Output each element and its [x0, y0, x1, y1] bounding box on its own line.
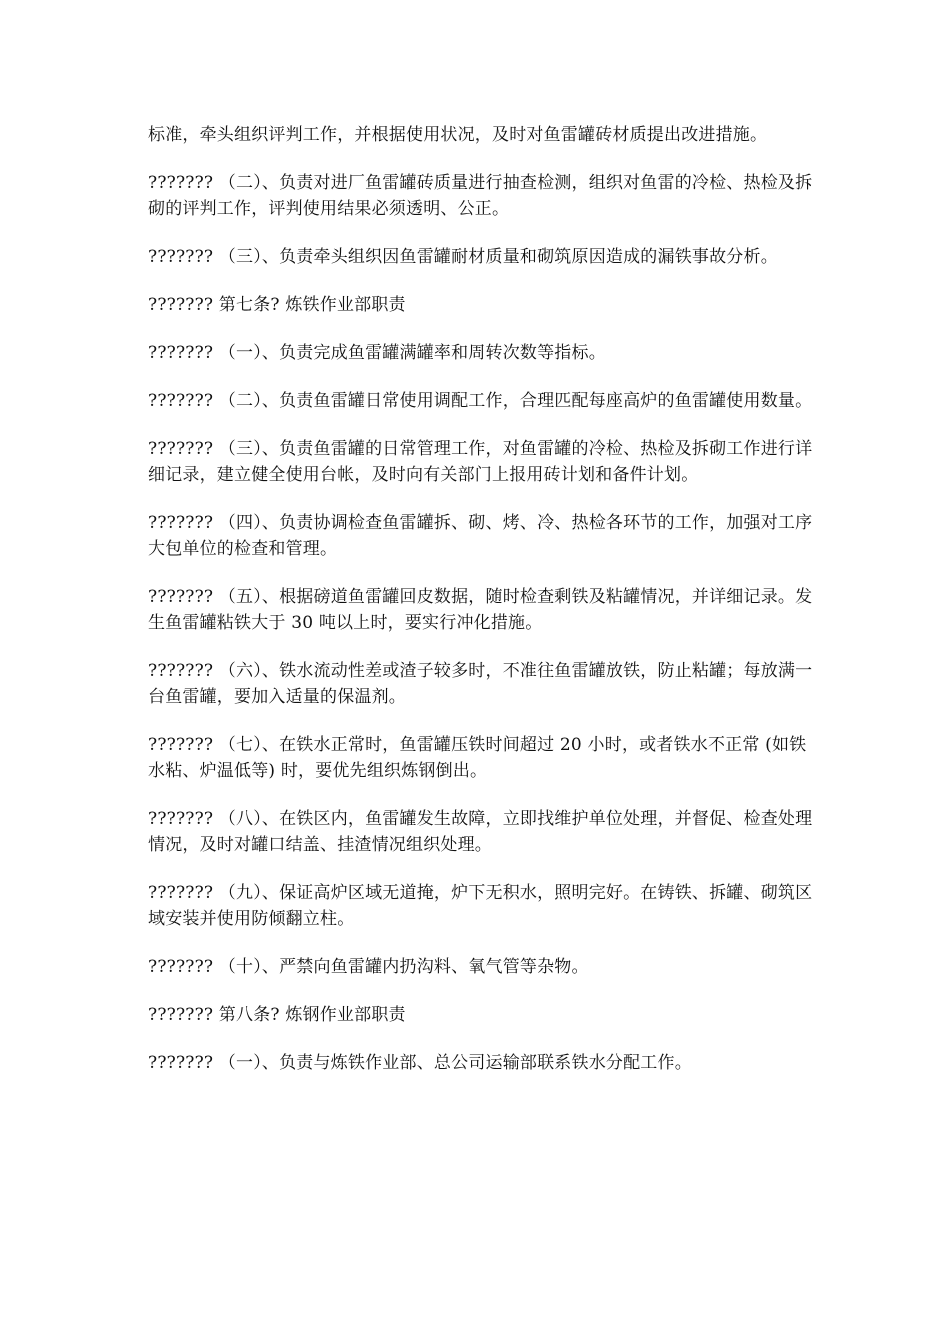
paragraph-article-7-item-1: ??????? （一）、负责完成鱼雷罐满罐率和周转次数等指标。: [148, 343, 606, 363]
paragraph-article-7-item-8: ??????? （八）、在铁区内，鱼雷罐发生故障，立即找维护单位处理，并督促、检查处理情况，及时对罐口结盖、挂渣情况组织处理。: [148, 809, 813, 855]
article-7-heading: ??????? 第七条? 炼铁作业部职责: [148, 295, 406, 315]
article-8-heading: ??????? 第八条? 炼钢作业部职责: [148, 1005, 406, 1025]
paragraph-continuation: 标准，牵头组织评判工作，并根据使用状况，及时对鱼雷罐砖材质提出改进措施。: [148, 125, 768, 145]
paragraph-article-7-item-9: ??????? （九）、保证高炉区域无道掩，炉下无积水，照明完好。在铸铁、拆罐、砌筑区域安装并使用防倾翻立柱。: [148, 883, 813, 929]
paragraph-clause-6-item-2: ??????? （二）、负责对进厂鱼雷罐砖质量进行抽查检测，组织对鱼雷的冷检、热检及拆砌的评判工作，评判使用结果必须透明、公正。: [148, 173, 813, 219]
paragraph-article-7-item-7: ??????? （七）、在铁水正常时，鱼雷罐压铁时间超过 20 小时，或者铁水不正常 (如铁水粘、炉温低等) 时，要优先组织炼钢倒出。: [148, 735, 807, 781]
paragraph-article-7-item-2: ??????? （二）、负责鱼雷罐日常使用调配工作，合理匹配每座高炉的鱼雷罐使用数量。: [148, 391, 813, 411]
paragraph-clause-6-item-3: ??????? （三）、负责牵头组织因鱼雷罐耐材质量和砌筑原因造成的漏铁事故分析。: [148, 247, 778, 267]
document-body: [148, 122, 813, 1098]
paragraph-article-7-item-5: ??????? （五）、根据磅道鱼雷罐回皮数据，随时检查剩铁及粘罐情况，并详细记录。发生鱼雷罐粘铁大于 30 吨以上时，要实行冲化措施。: [148, 587, 813, 633]
paragraph-article-7-item-3: ??????? （三）、负责鱼雷罐的日常管理工作，对鱼雷罐的冷检、热检及拆砌工作进行详细记录，建立健全使用台帐，及时向有关部门上报用砖计划和备件计划。: [148, 439, 813, 485]
paragraph-article-7-item-10: ??????? （十）、严禁向鱼雷罐内扔沟料、氧气管等杂物。: [148, 957, 589, 977]
paragraph-article-7-item-6: ??????? （六）、铁水流动性差或渣子较多时，不准往鱼雷罐放铁，防止粘罐；每放满一台鱼雷罐，要加入适量的保温剂。: [148, 661, 813, 707]
paragraph-article-8-item-1: ??????? （一）、负责与炼铁作业部、总公司运输部联系铁水分配工作。: [148, 1053, 692, 1073]
paragraph-article-7-item-4: ??????? （四）、负责协调检查鱼雷罐拆、砌、烤、冷、热检各环节的工作，加强对工序大包单位的检查和管理。: [148, 513, 813, 559]
